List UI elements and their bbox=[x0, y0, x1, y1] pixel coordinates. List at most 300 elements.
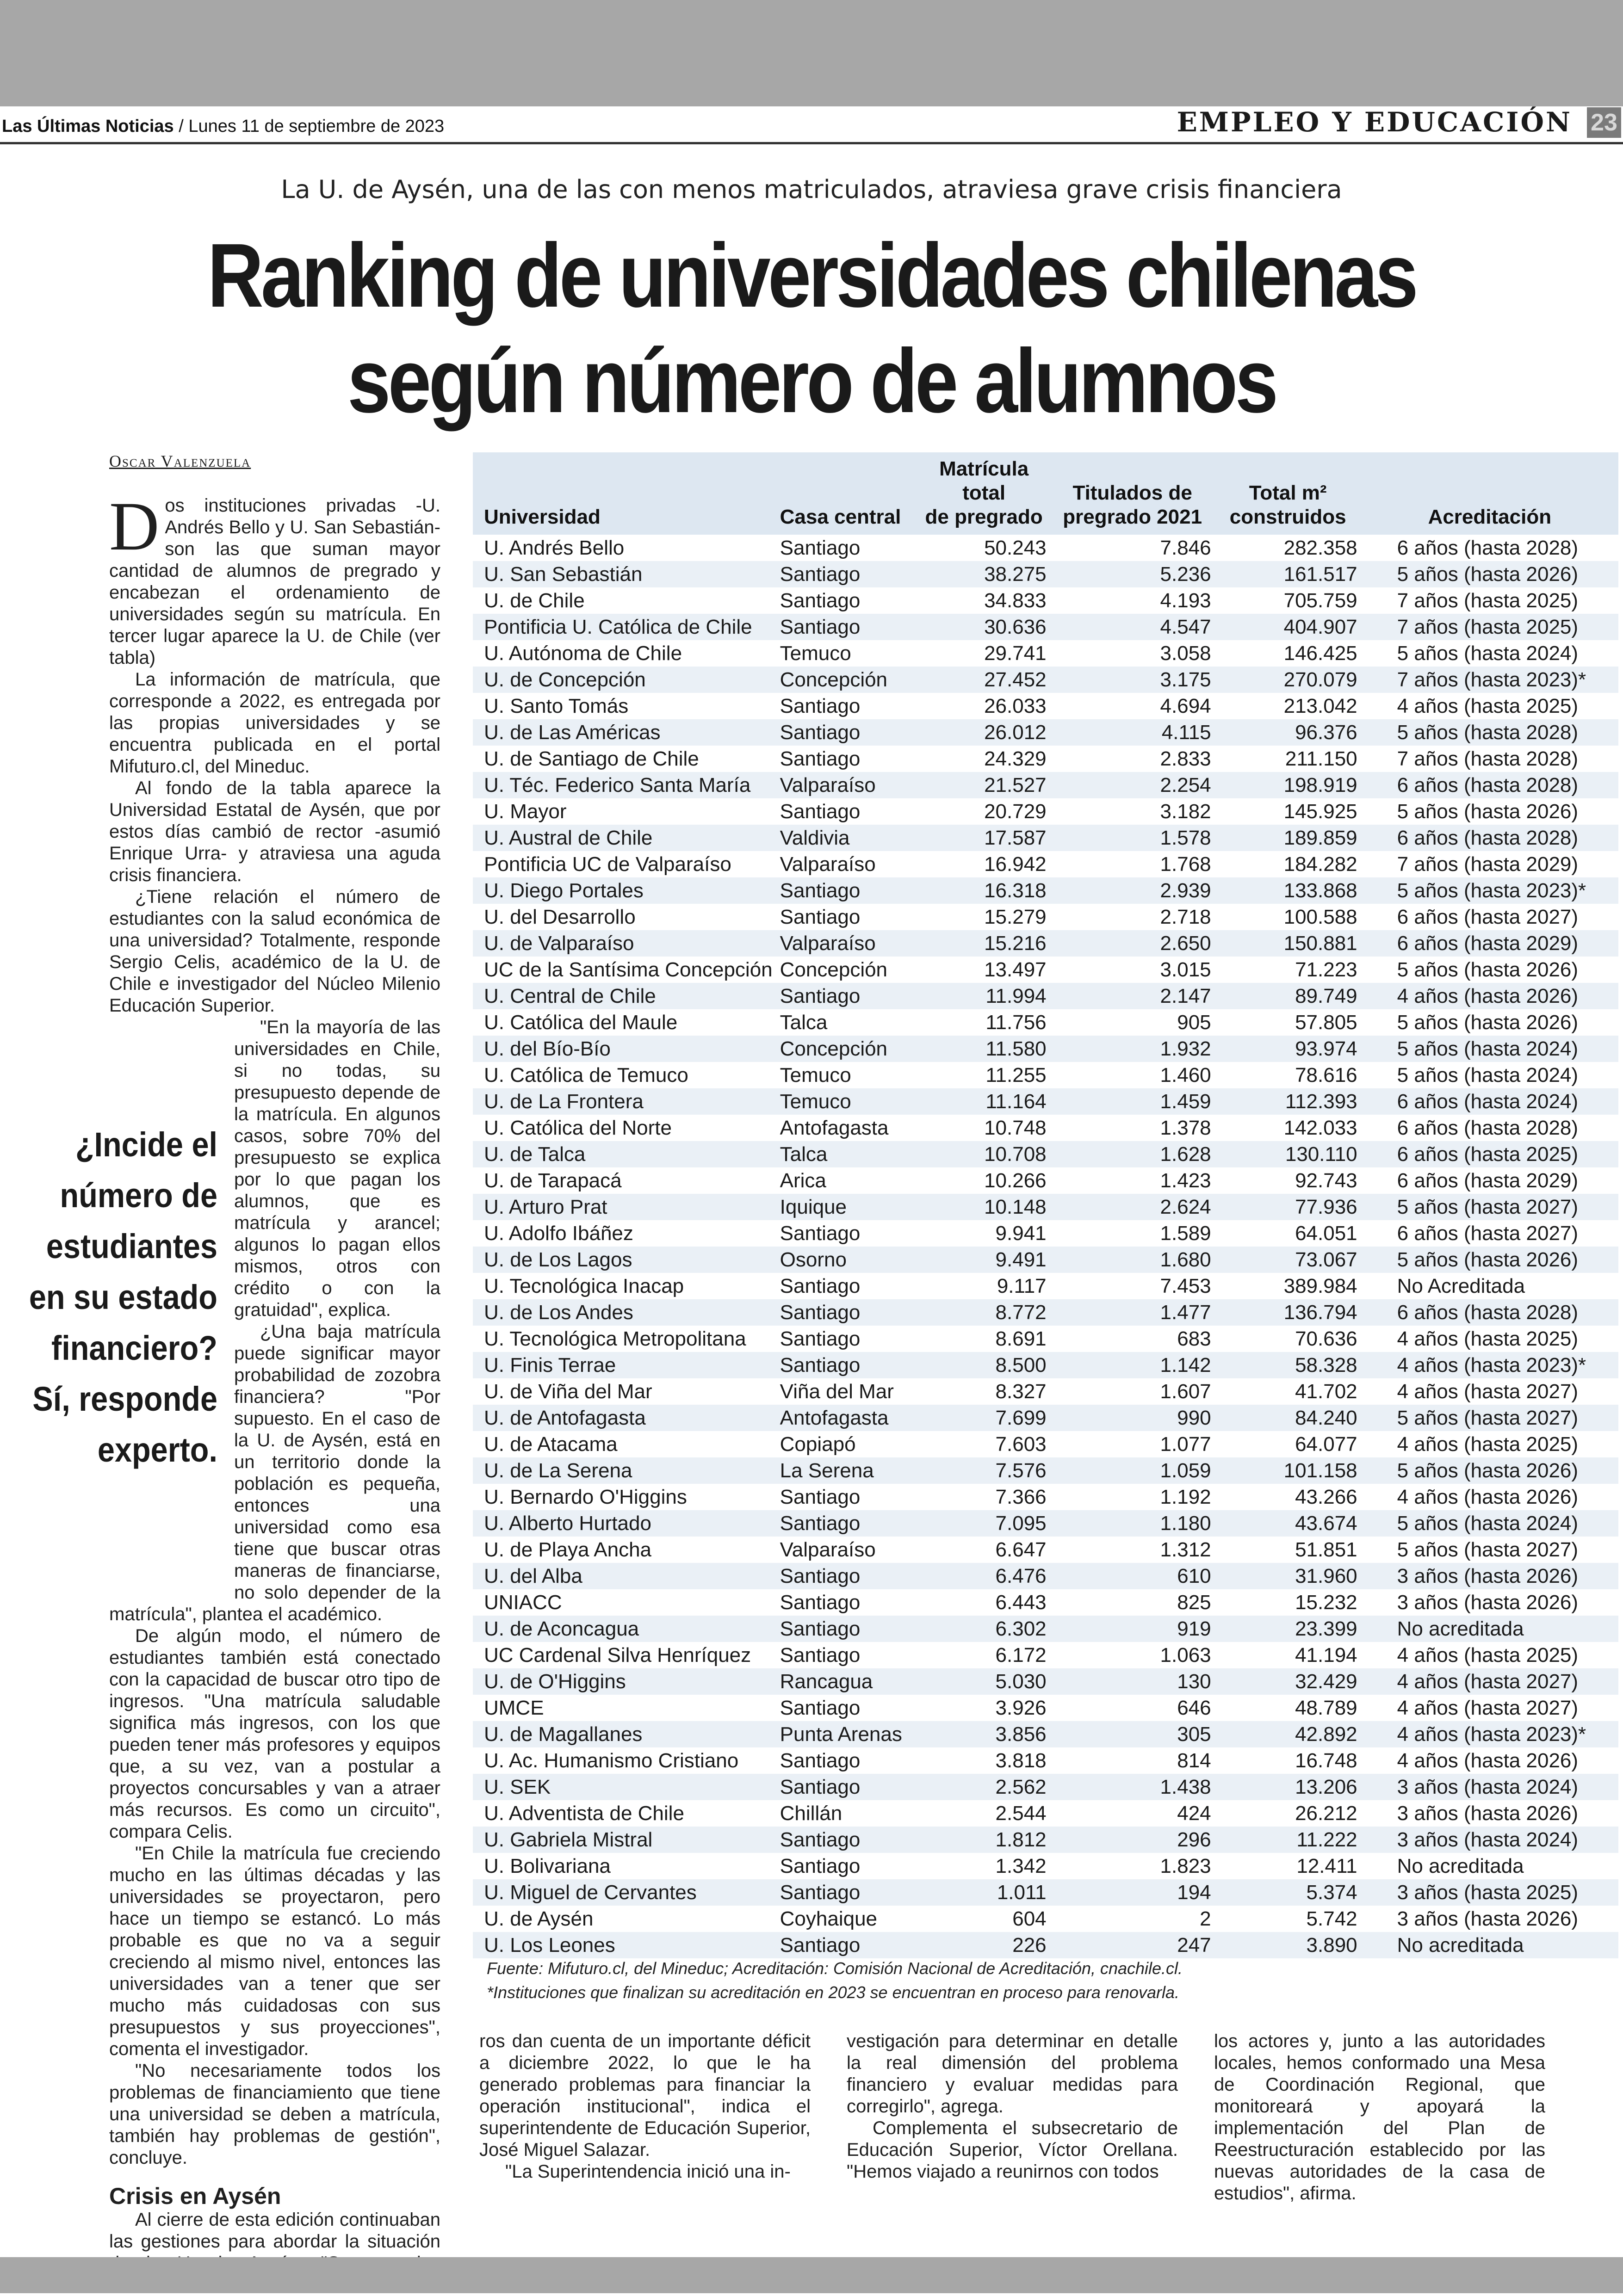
cell-matricula: 1.812 bbox=[918, 1827, 1050, 1853]
paragraph-12: "La Superintendencia inició una in- bbox=[505, 2161, 791, 2182]
table-row bbox=[473, 1378, 1618, 1405]
cell-casa-central: Talca bbox=[776, 1141, 918, 1167]
cell-titulados: 2 bbox=[1200, 1907, 1211, 1930]
cell-m2: 213.042 bbox=[1283, 695, 1357, 717]
cell-acreditacion: 5 años (hasta 2024) bbox=[1361, 1036, 1618, 1062]
cell-casa-central: Valdivia bbox=[776, 825, 918, 851]
cell-casa-central: Punta Arenas bbox=[776, 1721, 918, 1747]
cell-matricula: 13.497 bbox=[984, 958, 1047, 981]
cell-matricula: 8.691 bbox=[995, 1327, 1047, 1350]
cell-titulados: 1.059 bbox=[1050, 1457, 1215, 1484]
cell-casa-central: Valparaíso bbox=[776, 930, 918, 957]
cell-acreditacion: 5 años (hasta 2027) bbox=[1361, 1194, 1618, 1220]
cell-universidad: U. Mayor bbox=[484, 800, 567, 823]
cell-acreditacion: 4 años (hasta 2025) bbox=[1397, 695, 1579, 717]
table-row bbox=[473, 746, 1618, 772]
table-row bbox=[473, 1932, 1618, 1958]
table-row bbox=[473, 1484, 1618, 1510]
cell-titulados: 1.460 bbox=[1160, 1064, 1211, 1086]
table-row bbox=[473, 825, 1618, 851]
cell-universidad: U. de Santiago de Chile bbox=[484, 747, 699, 770]
header-acreditacion: Acreditación bbox=[1361, 452, 1618, 535]
table-row bbox=[473, 1299, 1618, 1326]
paragraph-14: Complementa el subsecretario de Educación Superior, Víctor Orellana. "Hemos viajado a reunirnos con todos bbox=[847, 2118, 1178, 2182]
pullquote-line: Sí, responde bbox=[32, 1380, 217, 1418]
table-row bbox=[473, 1747, 1618, 1774]
cell-m2: 282.358 bbox=[1283, 537, 1357, 559]
cell-m2: 48.789 bbox=[1295, 1697, 1357, 1719]
cell-m2: 146.425 bbox=[1283, 642, 1357, 665]
cell-matricula: 11.164 bbox=[918, 1088, 1050, 1115]
cell-casa-central: Santiago bbox=[780, 589, 861, 612]
cell-titulados: 646 bbox=[1177, 1697, 1211, 1719]
cell-casa-central: Santiago bbox=[776, 1352, 918, 1378]
cell-matricula: 2.562 bbox=[918, 1774, 1050, 1800]
cell-titulados: 1.932 bbox=[1050, 1036, 1215, 1062]
table-row bbox=[473, 1563, 1618, 1589]
cell-m2: 23.399 bbox=[1215, 1616, 1361, 1642]
table-row bbox=[473, 1537, 1618, 1563]
cell-acreditacion: 7 años (hasta 2029) bbox=[1397, 853, 1579, 876]
table-body bbox=[473, 535, 1618, 1958]
cell-universidad: U. Andrés Bello bbox=[484, 537, 625, 559]
cell-acreditacion: 5 años (hasta 2027) bbox=[1361, 1405, 1618, 1431]
cell-acreditacion: 3 años (hasta 2026) bbox=[1397, 1907, 1579, 1930]
cell-matricula: 7.366 bbox=[995, 1486, 1047, 1508]
cell-casa-central: Concepción bbox=[776, 1036, 918, 1062]
cell-m2: 64.051 bbox=[1295, 1222, 1357, 1245]
cell-matricula: 226 bbox=[918, 1932, 1050, 1958]
table-row bbox=[473, 877, 1618, 904]
table-row bbox=[473, 957, 1618, 983]
cell-titulados: 305 bbox=[1050, 1721, 1215, 1747]
cell-acreditacion: 6 años (hasta 2028) bbox=[1397, 537, 1579, 559]
cell-acreditacion: 6 años (hasta 2025) bbox=[1361, 1141, 1618, 1167]
cell-matricula: 21.527 bbox=[918, 772, 1050, 798]
cell-titulados: 247 bbox=[1050, 1932, 1215, 1958]
paragraph-11: ros dan cuenta de un importante déficit a diciembre 2022, lo que le ha generado problemas para financiar la operación institucional", indica el superintendente de Educación Superior, José Miguel Salazar. bbox=[479, 2031, 811, 2160]
cell-m2: 64.077 bbox=[1295, 1433, 1357, 1456]
cell-casa-central: Santiago bbox=[776, 1827, 918, 1853]
cell-m2: 77.936 bbox=[1215, 1194, 1361, 1220]
table-footnote: *Instituciones que finalizan su acreditación en 2023 se encuentran en proceso para renovarla. bbox=[487, 1983, 1179, 2002]
cell-m2: 3.890 bbox=[1215, 1932, 1361, 1958]
cell-m2: 89.749 bbox=[1215, 983, 1361, 1009]
cell-universidad: U. Tecnológica Inacap bbox=[484, 1275, 684, 1297]
cell-titulados: 3.175 bbox=[1050, 667, 1215, 693]
table-row bbox=[473, 1220, 1618, 1247]
cell-titulados: 296 bbox=[1050, 1827, 1215, 1853]
cell-casa-central: Valparaíso bbox=[776, 772, 918, 798]
cell-acreditacion: 5 años (hasta 2026) bbox=[1361, 561, 1618, 587]
cell-casa-central: Santiago bbox=[780, 1855, 861, 1877]
title-line-2: según número de alumnos bbox=[347, 330, 1276, 432]
cell-universidad: UC de la Santísima Concepción bbox=[484, 958, 773, 981]
cell-titulados: 2.254 bbox=[1050, 772, 1215, 798]
cell-universidad: U. Austral de Chile bbox=[473, 825, 776, 851]
cell-matricula: 30.636 bbox=[918, 614, 1050, 640]
cell-casa-central: Arica bbox=[780, 1169, 826, 1192]
cell-casa-central: Temuco bbox=[780, 642, 851, 665]
cell-casa-central: Santiago bbox=[780, 906, 861, 928]
cell-universidad: U. San Sebastián bbox=[473, 561, 776, 587]
header-m2: Total m² construidos bbox=[1215, 452, 1361, 535]
cell-matricula: 10.708 bbox=[918, 1141, 1050, 1167]
cell-acreditacion: 5 años (hasta 2024) bbox=[1397, 1064, 1579, 1086]
cell-universidad: U. Téc. Federico Santa María bbox=[473, 772, 776, 798]
cell-m2: 705.759 bbox=[1283, 589, 1357, 612]
cell-acreditacion: 4 años (hasta 2027) bbox=[1397, 1380, 1579, 1403]
cell-m2: 211.150 bbox=[1285, 747, 1357, 770]
table-row bbox=[473, 1009, 1618, 1036]
cell-titulados: 1.768 bbox=[1160, 853, 1211, 876]
cell-titulados: 1.192 bbox=[1160, 1486, 1211, 1508]
byline: Oscar Valenzuela bbox=[109, 452, 251, 470]
cell-universidad: U. Gabriela Mistral bbox=[473, 1827, 776, 1853]
paragraph-1: Dos instituciones privadas -U. Andrés Bello y U. San Sebastián- son las que suman mayor cantidad de alumnos de pregrado y encabezan el ordenamiento de universidades según su matrícula. En tercer lugar aparece la U. de Chile (ver tabla) bbox=[109, 488, 440, 668]
cell-casa-central: Santiago bbox=[776, 877, 918, 904]
cell-casa-central: Viña del Mar bbox=[780, 1380, 894, 1403]
cell-casa-central: Santiago bbox=[780, 747, 861, 770]
cell-universidad: Pontificia U. Católica de Chile bbox=[473, 614, 776, 640]
table-row bbox=[473, 1879, 1618, 1906]
cell-acreditacion: No acreditada bbox=[1397, 1855, 1524, 1877]
cell-universidad: U. Católica de Temuco bbox=[484, 1064, 688, 1086]
drop-cap: D bbox=[109, 488, 160, 565]
cell-acreditacion: 5 años (hasta 2026) bbox=[1361, 1457, 1618, 1484]
cell-titulados: 1.628 bbox=[1050, 1141, 1215, 1167]
pullquote-line: en su estado bbox=[29, 1278, 218, 1316]
cell-universidad: UNIACC bbox=[484, 1591, 562, 1614]
cell-matricula: 11.756 bbox=[985, 1011, 1047, 1034]
cell-titulados: 1.312 bbox=[1160, 1538, 1211, 1561]
cell-casa-central: Temuco bbox=[776, 1088, 918, 1115]
cell-matricula: 1.011 bbox=[918, 1879, 1050, 1906]
cell-casa-central: Valparaíso bbox=[780, 853, 876, 876]
cell-universidad: U. Diego Portales bbox=[473, 877, 776, 904]
cell-universidad: U. de Concepción bbox=[473, 667, 776, 693]
cell-universidad: U. Finis Terrae bbox=[473, 1352, 776, 1378]
cell-casa-central: Rancagua bbox=[776, 1668, 918, 1695]
paragraph-8: "En Chile la matrícula fue creciendo mucho en las últimas décadas y las universidades se proyectaron, pero hace un tiempo se estancó. Lo más probable es que no va a seguir creciendo al mismo nivel, entonces las universidades van a tener que ser mucho más cuidadosas con sus presupuestos y sus proyecciones", comenta el investigador. bbox=[109, 1843, 440, 2059]
cell-titulados: 2.833 bbox=[1160, 747, 1211, 770]
cell-matricula: 29.741 bbox=[984, 642, 1047, 665]
cell-m2: 112.393 bbox=[1215, 1088, 1361, 1115]
header-casa-central: Casa central bbox=[776, 452, 918, 535]
table-row bbox=[473, 1695, 1618, 1721]
cell-m2: 57.805 bbox=[1295, 1011, 1357, 1034]
cell-m2: 136.794 bbox=[1215, 1299, 1361, 1326]
cell-universidad: U. de Valparaíso bbox=[473, 930, 776, 957]
cell-matricula: 2.544 bbox=[995, 1802, 1047, 1825]
cell-m2: 43.266 bbox=[1295, 1486, 1357, 1508]
cell-matricula: 10.148 bbox=[918, 1194, 1050, 1220]
table-notes bbox=[487, 1957, 1183, 2005]
cell-acreditacion: 5 años (hasta 2024) bbox=[1397, 642, 1579, 665]
cell-m2: 15.232 bbox=[1295, 1591, 1357, 1614]
cell-universidad: UMCE bbox=[484, 1697, 544, 1719]
cell-casa-central: Antofagasta bbox=[776, 1405, 918, 1431]
cell-m2: 32.429 bbox=[1215, 1668, 1361, 1695]
pullquote-line: ¿Incide el bbox=[75, 1125, 217, 1164]
cell-matricula: 5.030 bbox=[918, 1668, 1050, 1695]
cell-acreditacion: 3 años (hasta 2024) bbox=[1361, 1774, 1618, 1800]
cell-titulados: 1.063 bbox=[1160, 1644, 1211, 1666]
table-row bbox=[473, 1510, 1618, 1537]
cell-universidad: U. Tecnológica Metropolitana bbox=[484, 1327, 746, 1350]
cell-casa-central: Iquique bbox=[776, 1194, 918, 1220]
paragraph-7: De algún modo, el número de estudiantes también está conectado con la capacidad de buscar otro tipo de ingresos. "Una matrícula saludable significa más ingresos, con los que pueden tener más profesores y equipos que, a su vez, van a postular a proyectos concursables y van a atraer más recursos. Es como un circuito", compara Celis. bbox=[109, 1626, 440, 1842]
page-header bbox=[0, 106, 1623, 146]
cell-titulados: 1.589 bbox=[1160, 1222, 1211, 1245]
cell-casa-central: Santiago bbox=[780, 1486, 861, 1508]
cell-titulados: 825 bbox=[1177, 1591, 1211, 1614]
table-row bbox=[473, 1141, 1618, 1167]
paragraph-2: La información de matrícula, que corresponde a 2022, es entregada por las propias universidades y se encuentra publicada en el portal Mifuturo.cl, del Mineduc. bbox=[109, 669, 440, 777]
cell-m2: 58.328 bbox=[1215, 1352, 1361, 1378]
newspaper-name: Las Últimas Noticias bbox=[2, 117, 174, 136]
cell-acreditacion: 5 años (hasta 2026) bbox=[1397, 1011, 1579, 1034]
header-titulados: Titulados de pregrado 2021 bbox=[1050, 452, 1215, 535]
masthead bbox=[2, 117, 444, 136]
cell-acreditacion: 5 años (hasta 2026) bbox=[1397, 958, 1579, 981]
cell-matricula: 16.318 bbox=[918, 877, 1050, 904]
cell-acreditacion: 7 años (hasta 2023)* bbox=[1361, 667, 1618, 693]
cell-matricula: 6.443 bbox=[995, 1591, 1047, 1614]
cell-acreditacion: 6 años (hasta 2029) bbox=[1361, 930, 1618, 957]
pullquote-line: estudiantes bbox=[46, 1227, 217, 1265]
paragraph-5: "En la mayoría de las universidades en Chile, si no todas, su presupuesto depende de la matrícula. En algunos casos, sobre 70% del presupuesto se explica por lo que pagan los alumnos, que es matrícula y arancel; algunos lo pagan ellos mismos, otros con crédito o con la gratuidad", explica. bbox=[234, 1017, 440, 1320]
cell-acreditacion: 4 años (hasta 2025) bbox=[1397, 1644, 1579, 1666]
cell-acreditacion: 4 años (hasta 2026) bbox=[1397, 1749, 1579, 1772]
pull-quote bbox=[26, 1119, 217, 1475]
cell-titulados: 990 bbox=[1050, 1405, 1215, 1431]
table-row bbox=[473, 1853, 1618, 1879]
cell-matricula: 15.279 bbox=[984, 906, 1047, 928]
table-row bbox=[473, 1326, 1618, 1352]
cell-titulados: 1.180 bbox=[1050, 1510, 1215, 1537]
cell-universidad: U. Bernardo O'Higgins bbox=[484, 1486, 687, 1508]
cell-acreditacion: 4 años (hasta 2027) bbox=[1397, 1697, 1579, 1719]
header-universidad: Universidad bbox=[473, 452, 776, 535]
cell-universidad: U. Adolfo Ibáñez bbox=[484, 1222, 633, 1245]
cell-universidad: U. de Los Lagos bbox=[473, 1247, 776, 1273]
cell-m2: 42.892 bbox=[1215, 1721, 1361, 1747]
cell-acreditacion: 6 años (hasta 2028) bbox=[1361, 772, 1618, 798]
cell-m2: 130.110 bbox=[1215, 1141, 1361, 1167]
table-row bbox=[473, 1774, 1618, 1800]
cell-universidad: U. de La Frontera bbox=[473, 1088, 776, 1115]
table-row bbox=[473, 1062, 1618, 1088]
cell-m2: 5.742 bbox=[1306, 1907, 1357, 1930]
cell-matricula: 6.172 bbox=[995, 1644, 1047, 1666]
cell-matricula: 20.729 bbox=[984, 800, 1047, 823]
cell-m2: 41.702 bbox=[1295, 1380, 1357, 1403]
cell-titulados: 2.718 bbox=[1160, 906, 1211, 928]
cell-casa-central: Santiago bbox=[780, 537, 861, 559]
cell-matricula: 9.941 bbox=[995, 1222, 1047, 1245]
cell-universidad: U. de Atacama bbox=[484, 1433, 618, 1456]
cell-acreditacion: 4 años (hasta 2026) bbox=[1361, 983, 1618, 1009]
pullquote-line: experto. bbox=[97, 1431, 218, 1469]
cell-casa-central: Copiapó bbox=[780, 1433, 856, 1456]
cell-m2: 73.067 bbox=[1215, 1247, 1361, 1273]
cell-titulados: 1.378 bbox=[1160, 1117, 1211, 1139]
table-row bbox=[473, 1247, 1618, 1273]
table-row bbox=[473, 1589, 1618, 1616]
title-line-1: Ranking de universidades chilenas bbox=[207, 225, 1416, 326]
cell-acreditacion: 6 años (hasta 2028) bbox=[1361, 1299, 1618, 1326]
table-row bbox=[473, 719, 1618, 746]
paragraph-10: Al cierre de esta edición continuaban las gestiones para abordar la situación bbox=[109, 2210, 440, 2252]
cell-m2: 270.079 bbox=[1215, 667, 1361, 693]
cell-casa-central: Santiago bbox=[780, 1275, 861, 1297]
cell-matricula: 38.275 bbox=[918, 561, 1050, 587]
cell-matricula: 10.266 bbox=[984, 1169, 1047, 1192]
cell-universidad: U. de Magallanes bbox=[473, 1721, 776, 1747]
cell-matricula: 3.856 bbox=[918, 1721, 1050, 1747]
cell-casa-central: Santiago bbox=[776, 1563, 918, 1589]
cell-titulados: 7.846 bbox=[1160, 537, 1211, 559]
cell-titulados: 2.939 bbox=[1050, 877, 1215, 904]
cell-m2: 70.636 bbox=[1295, 1327, 1357, 1350]
cell-universidad: U. Central de Chile bbox=[473, 983, 776, 1009]
cell-universidad: U. de Los Andes bbox=[473, 1299, 776, 1326]
subhead-crisis: Crisis en Aysén bbox=[109, 2183, 281, 2209]
cell-casa-central: Santiago bbox=[776, 1774, 918, 1800]
page-number: 23 bbox=[1587, 107, 1621, 138]
cell-casa-central: Santiago bbox=[780, 1697, 861, 1719]
table-row bbox=[473, 904, 1618, 930]
cell-matricula: 604 bbox=[1012, 1907, 1047, 1930]
cell-universidad: U. Santo Tomás bbox=[484, 695, 629, 717]
cell-matricula: 7.699 bbox=[918, 1405, 1050, 1431]
article-body-column-2 bbox=[479, 2031, 811, 2183]
cell-universidad: U. Ac. Humanismo Cristiano bbox=[484, 1749, 739, 1772]
cell-casa-central: Santiago bbox=[776, 1616, 918, 1642]
header-matricula: Matrícula total de pregrado bbox=[918, 452, 1050, 535]
cell-matricula: 8.500 bbox=[918, 1352, 1050, 1378]
cell-universidad: U. de Tarapacá bbox=[484, 1169, 622, 1192]
article-body-column-4 bbox=[1214, 2031, 1545, 2204]
table-row bbox=[473, 535, 1618, 561]
cell-matricula: 26.033 bbox=[984, 695, 1047, 717]
paragraph-3: Al fondo de la tabla aparece la Universidad Estatal de Aysén, que por estos días cambió de rector -asumió Enrique Urra- y atraviesa una aguda crisis financiera. bbox=[109, 778, 440, 885]
cell-universidad: U. de La Serena bbox=[473, 1457, 776, 1484]
cell-titulados: 1.680 bbox=[1050, 1247, 1215, 1273]
cell-acreditacion: 5 años (hasta 2026) bbox=[1361, 1247, 1618, 1273]
cell-m2: 51.851 bbox=[1295, 1538, 1357, 1561]
cell-universidad: U. de Viña del Mar bbox=[484, 1380, 652, 1403]
cell-universidad: U. Adventista de Chile bbox=[484, 1802, 684, 1825]
cell-titulados: 683 bbox=[1177, 1327, 1211, 1350]
section-title: EMPLEO Y EDUCACIÓN bbox=[1177, 106, 1572, 138]
cell-titulados: 1.438 bbox=[1050, 1774, 1215, 1800]
cell-universidad: U. del Alba bbox=[473, 1563, 776, 1589]
top-margin-band bbox=[0, 0, 1623, 106]
cell-matricula: 7.095 bbox=[918, 1510, 1050, 1537]
table-row bbox=[473, 1405, 1618, 1431]
cell-titulados: 1.423 bbox=[1160, 1169, 1211, 1192]
table-row bbox=[473, 667, 1618, 693]
ranking-table bbox=[473, 452, 1618, 1958]
cell-acreditacion: 4 años (hasta 2023)* bbox=[1361, 1721, 1618, 1747]
table-source: Fuente: Mifuturo.cl, del Mineduc; Acreditación: Comisión Nacional de Acreditación, cnachile.cl. bbox=[487, 1959, 1183, 1978]
cell-matricula: 3.818 bbox=[995, 1749, 1047, 1772]
cell-m2: 101.158 bbox=[1215, 1457, 1361, 1484]
cell-m2: 161.517 bbox=[1215, 561, 1361, 587]
cell-casa-central: Chillán bbox=[780, 1802, 842, 1825]
table-row bbox=[473, 1036, 1618, 1062]
header-separator: / bbox=[173, 117, 189, 136]
cell-acreditacion: 6 años (hasta 2024) bbox=[1361, 1088, 1618, 1115]
cell-acreditacion: 6 años (hasta 2027) bbox=[1397, 906, 1579, 928]
cell-titulados: 905 bbox=[1177, 1011, 1211, 1034]
cell-titulados: 424 bbox=[1177, 1802, 1211, 1825]
paragraph-4: ¿Tiene relación el número de estudiantes con la salud económica de una universidad? Totalmente, responde Sergio Celis, académico de la U. de Chile e investigador del Núcleo Milenio Educación Superior. bbox=[109, 887, 440, 1016]
table-row bbox=[473, 1194, 1618, 1220]
cell-titulados: 2.147 bbox=[1050, 983, 1215, 1009]
cell-acreditacion: 4 años (hasta 2027) bbox=[1361, 1668, 1618, 1695]
article-kicker: La U. de Aysén, una de las con menos matriculados, atraviesa grave crisis financiera bbox=[281, 175, 1342, 204]
article-title bbox=[114, 223, 1510, 434]
cell-titulados: 1.142 bbox=[1050, 1352, 1215, 1378]
table-row bbox=[473, 1431, 1618, 1457]
cell-m2: 11.222 bbox=[1215, 1827, 1361, 1853]
cell-m2: 93.974 bbox=[1215, 1036, 1361, 1062]
cell-m2: 43.674 bbox=[1215, 1510, 1361, 1537]
cell-titulados: 3.182 bbox=[1160, 800, 1211, 823]
cell-universidad: U. de Aconcagua bbox=[473, 1616, 776, 1642]
cell-acreditacion: 3 años (hasta 2026) bbox=[1361, 1563, 1618, 1589]
table-row bbox=[473, 1115, 1618, 1141]
cell-acreditacion: 6 años (hasta 2027) bbox=[1397, 1222, 1579, 1245]
cell-casa-central: Santiago bbox=[780, 695, 861, 717]
cell-acreditacion: 5 años (hasta 2023)* bbox=[1361, 877, 1618, 904]
cell-matricula: 17.587 bbox=[918, 825, 1050, 851]
table-row bbox=[473, 693, 1618, 719]
cell-matricula: 7.603 bbox=[995, 1433, 1047, 1456]
cell-casa-central: Santiago bbox=[776, 1932, 918, 1958]
cell-universidad: U. Alberto Hurtado bbox=[473, 1510, 776, 1537]
cell-titulados: 2.624 bbox=[1050, 1194, 1215, 1220]
cell-m2: 71.223 bbox=[1295, 958, 1357, 981]
cell-titulados: 610 bbox=[1050, 1563, 1215, 1589]
cell-titulados: 4.547 bbox=[1050, 614, 1215, 640]
table-header-row bbox=[473, 452, 1618, 535]
table-row bbox=[473, 983, 1618, 1009]
cell-acreditacion: No acreditada bbox=[1361, 1616, 1618, 1642]
paragraph-13: vestigación para determinar en detalle la real dimensión del problema financiero y evaluar medidas para corregirlo", agrega. bbox=[847, 2031, 1178, 2117]
cell-casa-central: Santiago bbox=[776, 1510, 918, 1537]
cell-titulados: 3.015 bbox=[1160, 958, 1211, 981]
cell-titulados: 2.650 bbox=[1050, 930, 1215, 957]
cell-acreditacion: 3 años (hasta 2026) bbox=[1397, 1802, 1579, 1825]
table-row bbox=[473, 1668, 1618, 1695]
cell-m2: 100.588 bbox=[1283, 906, 1357, 928]
pullquote-line: financiero? bbox=[51, 1329, 217, 1367]
cell-casa-central: Concepción bbox=[776, 667, 918, 693]
cell-matricula: 16.942 bbox=[984, 853, 1047, 876]
cell-casa-central: Santiago bbox=[776, 561, 918, 587]
cell-casa-central: Coyhaique bbox=[780, 1907, 878, 1930]
cell-acreditacion: 3 años (hasta 2024) bbox=[1361, 1827, 1618, 1853]
cell-acreditacion: 7 años (hasta 2025) bbox=[1397, 589, 1579, 612]
cell-casa-central: Santiago bbox=[776, 1879, 918, 1906]
table-row bbox=[473, 561, 1618, 587]
cell-matricula: 10.748 bbox=[984, 1117, 1047, 1139]
table-row bbox=[473, 1088, 1618, 1115]
